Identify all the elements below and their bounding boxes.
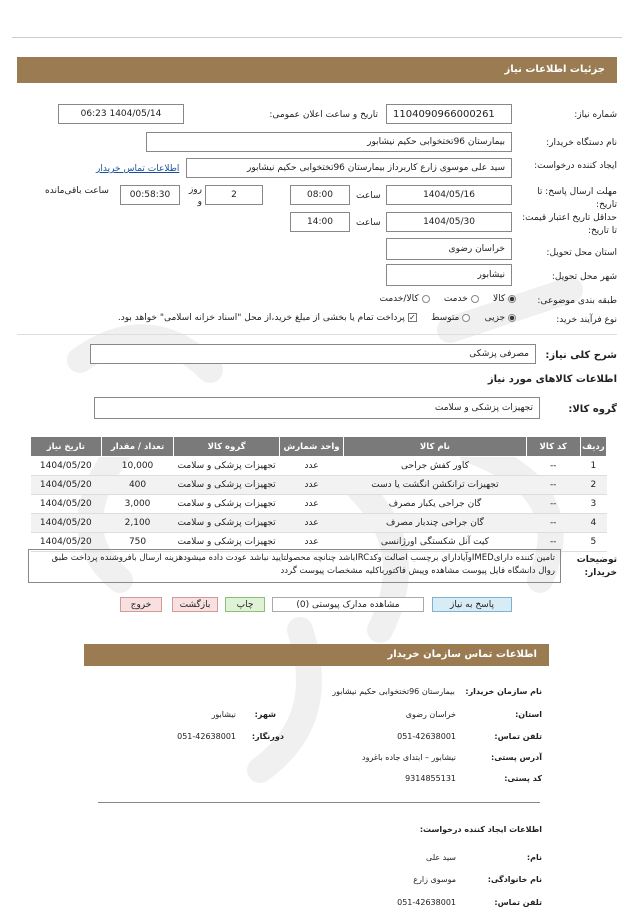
contact-city-value: نیشابور [211,710,236,719]
creator-field: سید علی موسوی زارع کاربرداز بیمارستان 96تختخوابی حکیم نیشابور [186,158,512,178]
contact-phone-label: تلفن تماس: [494,732,542,741]
contact-postal-value: 9314855131 [405,774,456,783]
cell-unit: عدد [279,457,344,476]
cell-code: -- [526,495,580,514]
cell-date: 1404/05/20 [31,457,102,476]
cell-date: 1404/05/20 [31,476,102,495]
cell-row: 5 [580,533,606,552]
col-group: گروه کالا [174,437,279,457]
notes-text: تامین کننده دارایIMEDوآیاداراي برچسب اصالت وکدIRCباشد چنانچه محصولتایید نباشد عودت داده میشودهزینه ارسال بافروشنده پرداخت طبق روال دانشگاه فایل پیوست مشاهده وپیش فاکتورباکلیه مشخصات پیوست گردد [51,553,555,576]
process-option-medium: متوسط [431,313,460,323]
cell-group: تجهیزات پزشکی و سلامت [174,476,279,495]
creator-family-label: نام خانوادگی: [487,875,542,884]
col-name: نام کالا [344,437,526,457]
summary-field: مصرفی پزشکی [90,344,536,364]
category-radio-both[interactable] [422,295,430,303]
cell-code: -- [526,533,580,552]
page-header [17,57,617,83]
group-field: تجهیزات پزشکی و سلامت [94,397,540,419]
contact-province-value: خراسان رضوی [405,710,456,719]
creator-family-value: موسوی زارع [413,875,456,884]
cell-qty: 2,100 [101,514,174,533]
notes-label: توضیحات خریدار: [576,555,617,578]
announce-field: 1404/05/14 06:23 [58,104,184,124]
cell-unit: عدد [279,495,344,514]
contact-fax-value: 051-42638001 [177,732,236,741]
city-label: شهر محل تحویل: [551,272,617,282]
contact-header [84,644,549,666]
validity-date-field: 1404/05/30 [386,212,512,232]
summary-label: شرح کلی نیاز: [545,350,617,361]
section-divider [17,334,617,335]
cell-qty: 400 [101,476,174,495]
cell-row: 4 [580,514,606,533]
buyer-org-label: نام دستگاه خریدار: [546,138,617,148]
contact-address-label: آدرس پستی: [491,753,542,762]
contact-province-row [515,710,542,719]
items-table [30,436,607,552]
col-row: ردیف [580,437,606,457]
province-field: خراسان رضوی [386,238,512,260]
back-button[interactable]: بازگشت [172,597,218,612]
cell-qty: 3,000 [101,495,174,514]
cell-name: گان جراحی چندبار مصرف [344,514,526,533]
process-label: نوع فرآیند خرید: [556,315,617,325]
creator-heading: اطلاعات ایجاد کننده درخواست: [419,825,542,834]
contact-phone-value: 051-42638001 [397,732,456,741]
creator-label: ایجاد کننده درخواست: [534,161,617,171]
cell-qty: 750 [101,533,174,552]
creator-name-value: سید علی [426,853,456,862]
exit-button[interactable]: خروج [120,597,162,612]
cell-name: گان جراحی یکبار مصرف [344,495,526,514]
days-label: روز و [188,185,202,207]
col-qty: تعداد / مقدار [101,437,174,457]
process-radio-medium[interactable] [462,314,470,322]
cell-unit: عدد [279,476,344,495]
cell-row: 1 [580,457,606,476]
contact-address-value: نیشابور – ابتدای جاده باغرود [362,753,456,762]
view-docs-button[interactable]: مشاهده مدارک پیوستی (0) [272,597,424,612]
cell-row: 3 [580,495,606,514]
category-option-both: کالا/خدمت [379,294,419,304]
payment-note: پرداخت تمام یا بخشی از مبلغ خرید،از محل "اسناد خزانه اسلامی" خواهد بود. [117,313,405,323]
cell-qty: 10,000 [101,457,174,476]
contact-title: اطلاعات تماس سازمان خریدار [387,649,537,660]
contact-province-label: استان: [515,710,542,719]
process-radio-minor[interactable] [508,314,516,322]
table-row [31,514,607,533]
cell-name: کیت آنل شکستگی اورژانسی [344,533,526,552]
contact-org-row [332,687,542,696]
cell-name: تجهیزات ترانکشن انگشت یا دست [344,476,526,495]
notes-field [28,549,561,583]
cell-date: 1404/05/20 [31,533,102,552]
cell-group: تجهیزات پزشکی و سلامت [174,514,279,533]
cell-name: کاور کفش جراحی [344,457,526,476]
col-unit: واحد شمارش [279,437,344,457]
category-option-service: خدمت [443,294,468,304]
send-time-label: ساعت [356,191,381,201]
city-field: نیشابور [386,264,512,286]
cell-group: تجهیزات پزشکی و سلامت [174,495,279,514]
cell-code: -- [526,476,580,495]
goods-heading: اطلاعات کالاهای مورد نیاز [487,374,617,385]
org-value: بیمارستان 96تختخوابی حکیم نیشابور [332,687,455,696]
send-deadline-label: مهلت ارسال پاسخ: تا تاریخ: [537,187,617,210]
cell-unit: عدد [279,533,344,552]
remain-label: ساعت باقی‌مانده [45,186,109,196]
creator-phone-label: تلفن تماس: [494,898,542,907]
cell-group: تجهیزات پزشکی و سلامت [174,533,279,552]
contact-city-label: شهر: [254,710,276,719]
need-number-field: 1104090966000261 [386,104,512,124]
col-code: کد کالا [526,437,580,457]
process-option-minor: جزیی [484,313,506,323]
category-option-goods: کالا [492,294,506,304]
reply-button[interactable]: پاسخ به نیاز [432,597,512,612]
buyer-contact-link[interactable]: اطلاعات تماس خریدار [96,164,180,174]
cell-row: 2 [580,476,606,495]
validity-time-field: 14:00 [290,212,350,232]
cell-code: -- [526,457,580,476]
creator-phone-value: 051-42638001 [397,898,456,907]
cell-unit: عدد [279,514,344,533]
province-label: استان محل تحویل: [546,248,617,258]
table-row [31,495,607,514]
category-radio-service[interactable] [471,295,479,303]
contact-fax-label: دورنگار: [251,732,284,741]
page-title: جزئیات اطلاعات نیاز [504,64,605,75]
org-label: نام سازمان خریدار: [465,687,542,696]
table-header-row [31,437,607,457]
process-options [118,313,516,323]
category-options [379,294,516,304]
cell-code: -- [526,514,580,533]
buyer-org-field: بیمارستان 96تختخوابی حکیم نیشابور [146,132,512,152]
contact-postal-label: کد پستی: [504,774,542,783]
announce-label: تاریخ و ساعت اعلان عمومی: [269,110,378,120]
category-radio-goods[interactable] [508,295,516,303]
cell-group: تجهیزات پزشکی و سلامت [174,457,279,476]
need-number-label: شماره نیاز: [574,110,617,120]
items-table-wrap [30,436,607,552]
col-date: تاریخ نیاز [31,437,102,457]
contact-divider [98,802,540,803]
print-button[interactable]: چاپ [225,597,265,612]
send-date-field: 1404/05/16 [386,185,512,205]
payment-checkbox[interactable]: ✓ [408,313,416,322]
creator-name-label: نام: [526,853,542,862]
days-field: 2 [205,185,263,205]
cell-date: 1404/05/20 [31,495,102,514]
category-label: طبقه بندی موضوعی: [537,296,617,306]
divider [12,37,622,38]
validity-time-label: ساعت [356,218,381,228]
remain-time-field: 00:58:30 [120,185,180,205]
table-row [31,457,607,476]
items-table-body [31,457,607,552]
cell-date: 1404/05/20 [31,514,102,533]
table-row [31,476,607,495]
send-time-field: 08:00 [290,185,350,205]
group-label: گروه کالا: [568,404,617,415]
validity-label: حداقل تاریخ اعتبار قیمت: تا تاریخ: [522,213,617,236]
